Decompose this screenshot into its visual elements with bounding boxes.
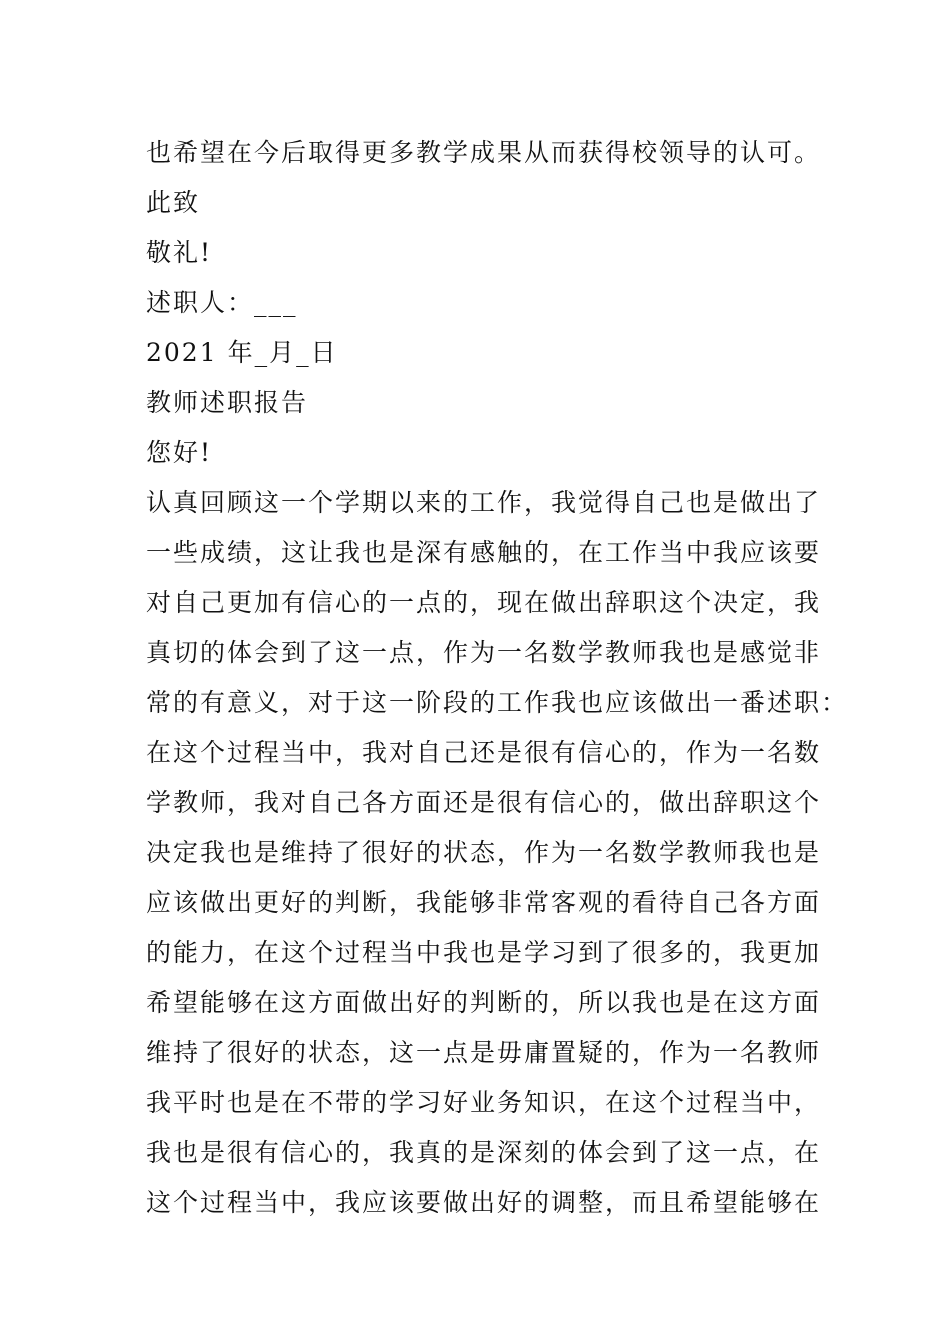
salutation-jingli: 敬礼! [146,238,213,267]
body-line: 的能力，在这个过程当中我也是学习到了很多的，我更加 [146,938,822,967]
body-line: 这个过程当中，我应该要做出好的调整，而且希望能够在 [146,1188,822,1217]
salutation-cizhi: 此致 [146,188,201,217]
body-line: 维持了很好的状态，这一点是毋庸置疑的，作为一名教师 [146,1038,822,1067]
body-line: 学教师，我对自己各方面还是很有信心的，做出辞职这个 [146,788,822,817]
body-line: 我也是很有信心的，我真的是深刻的体会到了这一点，在 [146,1138,822,1167]
body-line: 希望能够在这方面做出好的判断的，所以我也是在这方面 [146,988,822,1017]
body-line: 我平时也是在不带的学习好业务知识，在这个过程当中， [146,1088,822,1117]
closing-sentence: 也希望在今后取得更多教学成果从而获得校领导的认可。 [146,138,822,167]
document-body [146,128,849,1228]
body-line: 一些成绩，这让我也是深有感触的，在工作当中我应该要 [146,538,822,567]
body-line: 在这个过程当中，我对自己还是很有信心的，作为一名数 [146,738,822,767]
greeting: 您好! [146,438,213,467]
body-line: 应该做出更好的判断，我能够非常客观的看待自己各方面 [146,888,822,917]
body-line: 真切的体会到了这一点，作为一名数学教师我也是感觉非 [146,638,822,667]
body-line: 决定我也是维持了很好的状态，作为一名数学教师我也是 [146,838,822,867]
reporter-signature: 述职人：___ [146,288,298,317]
body-line: 常的有意义，对于这一阶段的工作我也应该做出一番述职： [146,688,849,717]
report-date: 2021 年_月_日 [146,338,338,367]
body-line: 对自己更加有信心的一点的，现在做出辞职这个决定，我 [146,588,822,617]
body-line: 认真回顾这一个学期以来的工作，我觉得自己也是做出了 [146,488,822,517]
report-title: 教师述职报告 [146,388,309,417]
